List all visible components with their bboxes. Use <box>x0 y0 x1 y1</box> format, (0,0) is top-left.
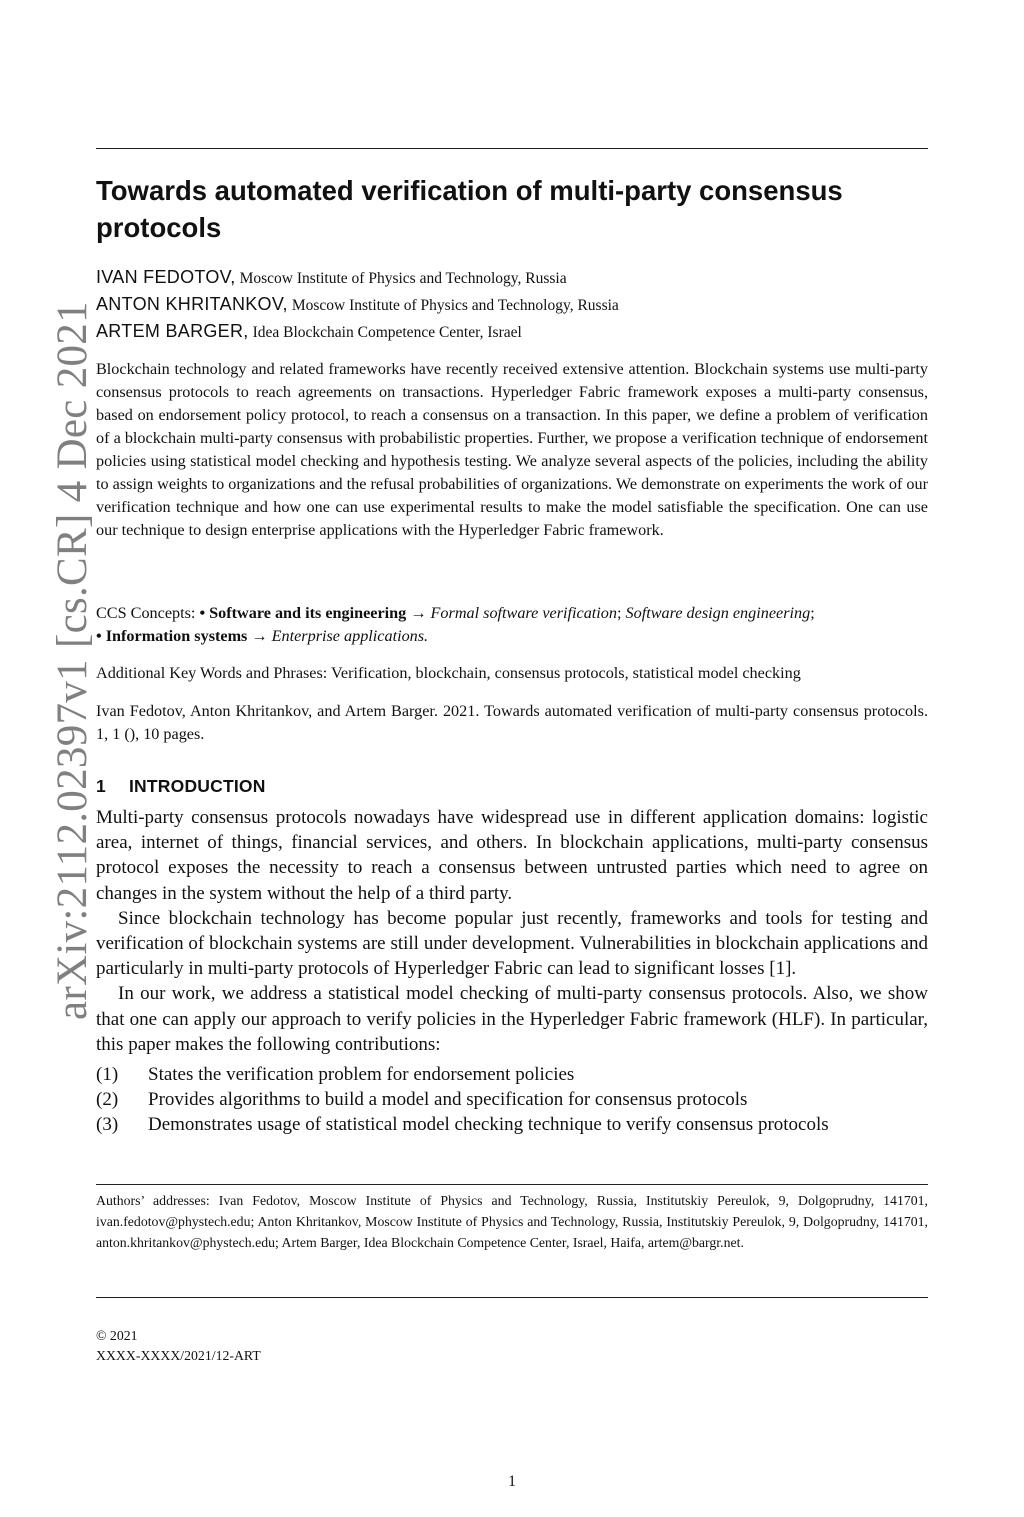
list-item-text: Demonstrates usage of statistical model checking technique to verify consensus protocols <box>148 1114 829 1136</box>
author-name: IVAN FEDOTOV, <box>96 267 236 287</box>
author-line <box>96 318 928 345</box>
reference-format: Ivan Fedotov, Anton Khritankov, and Artem Barger. 2021. Towards automated verification of multi-party consensus protocols. 1, 1 (), 10 pages. <box>96 702 928 743</box>
ccs-concepts: CCS Concepts: • Software and its engineering → Formal software verification; Software design engineering; • Information systems → Enterprise applications. <box>96 604 815 645</box>
keywords: Additional Key Words and Phrases: Verification, blockchain, consensus protocols, statistical model checking <box>96 664 801 682</box>
author-name: ANTON KHRITANKOV, <box>96 294 288 314</box>
ccs-arrow: → <box>410 604 427 622</box>
list-item-text: States the verification problem for endorsement policies <box>148 1064 575 1086</box>
author-affiliation: Moscow Institute of Physics and Technology, Russia <box>291 297 619 314</box>
author-affiliation: Idea Blockchain Competence Center, Israel <box>252 324 522 341</box>
list-item-number: (2) <box>96 1089 119 1111</box>
ccs-label: CCS Concepts: <box>96 604 196 622</box>
ccs-concept-1: Software and its engineering <box>209 604 407 622</box>
list-item <box>96 1087 928 1112</box>
copyright-line: © 2021 <box>96 1328 138 1343</box>
ccs-bullet: • <box>96 627 102 645</box>
introduction-body <box>96 805 928 1138</box>
issn-line: XXXX-XXXX/2021/12-ART <box>96 1348 261 1363</box>
copyright-rule <box>96 1297 928 1298</box>
section-number: 1 <box>96 776 106 796</box>
list-item-text: Provides algorithms to build a model and specification for consensus protocols <box>148 1089 748 1111</box>
copyright-block <box>96 1326 261 1366</box>
author-name: ARTEM BARGER, <box>96 321 249 341</box>
list-item-number: (1) <box>96 1064 119 1086</box>
section-heading <box>96 773 266 799</box>
top-rule <box>96 148 928 149</box>
author-list <box>96 264 928 345</box>
list-item <box>96 1112 928 1137</box>
ccs-sub-concept: Formal software verification <box>430 604 617 622</box>
ccs-bullet: • <box>199 604 206 622</box>
author-line <box>96 264 928 291</box>
ccs-sub-concept: Enterprise applications. <box>271 627 429 645</box>
ccs-sub-concept: Software design engineering <box>625 604 811 622</box>
abstract: Blockchain technology and related frameworks have recently received extensive attention. Blockchain systems use multi-party consensus protocols to reach agreements on transactions. Hyperledger Fabric framework exposes a multi-party consensus, based on endorsement policy protocol, to reach a consensus on a transaction. In this paper, we define a problem of verification of a blockchain multi-party consensus with probabilistic properties. Further, we propose a verification technique of endorsement policies using statistical model checking and hypothesis testing. We analyze several aspects of the policies, including the ability to assign weights to organizations and the refusal probabilities of organizations. We demonstrate on experiments the work of our verification technique and how one can use experimental results to make the model satisfiable the specification. One can use our technique to design enterprise applications with the Hyperledger Fabric framework. <box>96 360 928 539</box>
paragraph: Multi-party consensus protocols nowadays have widespread use in different application domains: logistic area, internet of things, financial services, and others. In blockchain applications, multi-party consensus protocol exposes the necessity to reach a consensus between untrusted parties which need to agree on changes in the system without the help of a third party. <box>96 807 928 904</box>
ccs-concept-2: Information systems <box>105 627 248 645</box>
author-affiliation: Moscow Institute of Physics and Technology, Russia <box>239 270 567 287</box>
section-title: INTRODUCTION <box>129 776 266 796</box>
author-line <box>96 291 928 318</box>
page-number: 1 <box>508 1473 516 1490</box>
list-item <box>96 1062 928 1087</box>
paragraph: In our work, we address a statistical model checking of multi-party consensus protocols. Also, we show that one can apply our approach to verify policies in the Hyperledger Fabric framework (HLF). In particular, this paper makes the following contributions: <box>96 983 928 1055</box>
ccs-arrow: → <box>251 627 268 645</box>
authors-addresses-footnote: Authors’ addresses: Ivan Fedotov, Moscow Institute of Physics and Technology, Russia, Institutskiy Pereulok, 9, Dolgoprudny, 141701, ivan.fedotov@phystech.edu; Anton Khritankov, Moscow Institute of Physics and Technology, Russia, Institutskiy Pereulok, 9, Dolgoprudny, 141701, anton.khritankov@phystech.edu; Artem Barger, Idea Blockchain Competence Center, Israel, Haifa, artem@bargr.net. <box>96 1193 928 1250</box>
paper-title: Towards automated verification of multi-party consensus protocols <box>96 175 843 243</box>
paragraph: Since blockchain technology has become popular just recently, frameworks and tools for testing and verification of blockchain systems are still under development. Vulnerabilities in blockchain applications and particularly in multi-party protocols of Hyperledger Fabric can lead to significant losses [1]. <box>96 907 928 980</box>
list-item-number: (3) <box>96 1114 119 1136</box>
footnote-rule <box>96 1184 928 1185</box>
contribution-list <box>96 1062 928 1138</box>
arxiv-stamp: arXiv:2112.02397v1 [cs.CR] 4 Dec 2021 <box>49 301 96 1020</box>
